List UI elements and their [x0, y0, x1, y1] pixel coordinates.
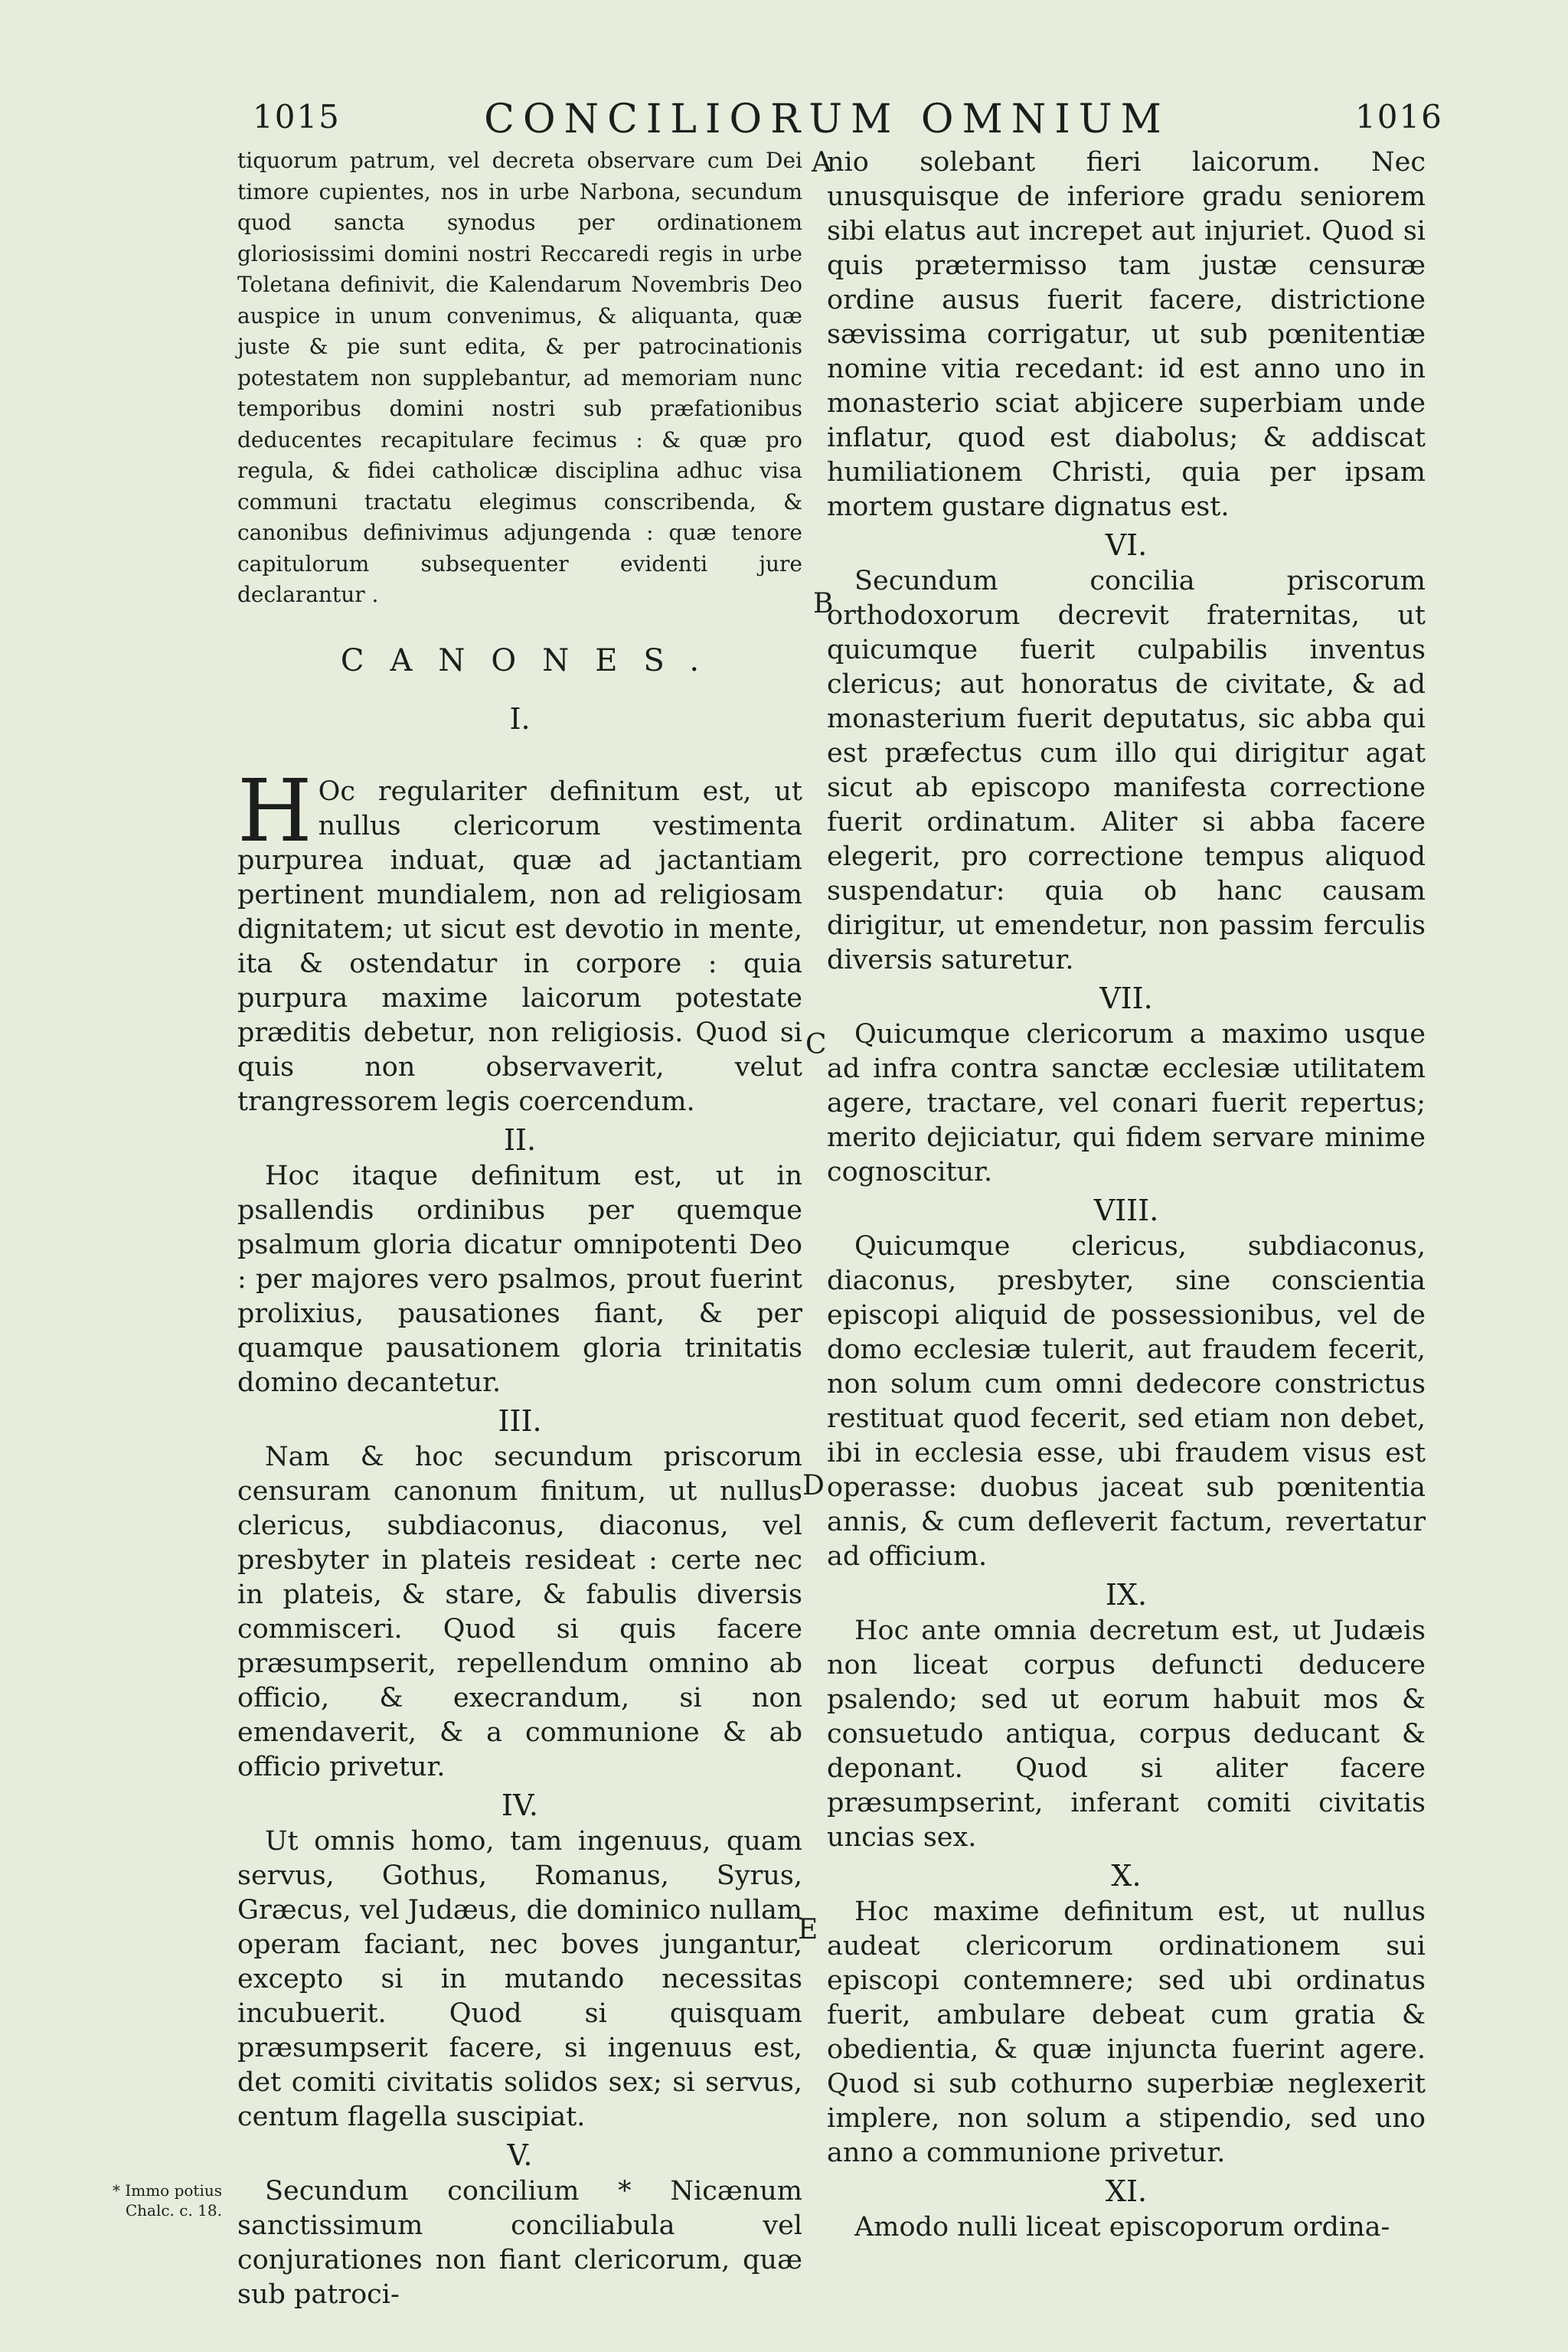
- canon-9-text: Hoc ante omnia decretum est, ut Judæis non liceat corpus defuncti deducere psalendo; sed ut eorum habuit mos & consuetudo antiqua, corpus deducant & deponant. Quod si aliter facere præsumpserint, inferant comiti civitatis uncias sex.: [827, 1615, 1426, 1853]
- marginal-note-line-2: Chalc. c. 18.: [125, 2201, 222, 2220]
- canon-9-numeral: IX.: [1105, 1578, 1148, 1612]
- canon-11-text: Amodo nulli liceat episcoporum ordina-: [854, 2212, 1390, 2243]
- page-number-left: 1015: [253, 98, 341, 136]
- margin-letter-d: D: [802, 1470, 825, 1501]
- margin-letter-c: C: [805, 1029, 827, 1060]
- margin-letter-a: A: [812, 147, 831, 178]
- canon-3-text: Nam & hoc secundum priscorum censuram canonum finitum, ut nullus clericus, subdiaconus, diaconus, vel presbyter in plateis resideat : certe nec in plateis, & stare, & fabulis diversis commisceri. Quod si quis facere præsumpserit, repellendum omnino ab officio, & execrandum, si non emendaverit, & a communione & ab officio privetur.: [237, 1441, 802, 1782]
- canon-1-numeral: I.: [509, 701, 531, 736]
- canon-2-numeral: II.: [503, 1122, 537, 1157]
- page-number-right: 1016: [1355, 98, 1443, 136]
- marginal-note: [86, 2180, 222, 2220]
- marginal-note-line-1: * Immo potius: [112, 2181, 222, 2200]
- canon-5-text: Secundum concilium * Nicænum sanctissimum conciliabula vel conjurationes non fiant clericorum, quæ sub patroci-: [237, 2175, 802, 2310]
- canon-7-numeral: VII.: [1099, 982, 1153, 1015]
- canon-1-text: [237, 761, 802, 1119]
- canon-8-text: Quicumque clericus, subdiaconus, diaconus, presbyter, sine conscientia episcopi aliquid de possessionibus, vel de domo ecclesiæ tulerit, aut fraudem fecerit, non solum cum omni dedecore constrictus restituat quod fecerit, sed etiam non debet, ibi in ecclesia esse, ubi fraudem visus est operasse: duobus jaceat sub pœnitentia annis, & cum defleverit factum, revertatur ad officium.: [827, 1231, 1426, 1572]
- margin-letter-e: E: [798, 1914, 818, 1945]
- canon-4-text: Ut omnis homo, tam ingenuus, quam servus, Gothus, Romanus, Syrus, Græcus, vel Judæus, die dominico nullam operam faciant, nec boves jungantur, excepto si in mutando necessitas incubuerit. Quod si quisquam præsumpserit facere, si ingenuus est, det comiti civitatis solidos sex; si servus, centum flagella suscipiat.: [237, 1825, 802, 2132]
- running-header-title: CONCILIORUM OMNIUM: [484, 96, 1170, 142]
- canon-3-numeral: III.: [498, 1403, 542, 1438]
- margin-letter-b: B: [813, 588, 834, 619]
- canon-6-numeral: VI.: [1105, 528, 1148, 562]
- canon-5-continuation: nio solebant fieri laicorum. Nec unusquisque de inferiore gradu seniorem sibi elatus aut increpet aut injuriet. Quod si quis prætermisso tam justæ censuræ ordine ausus fuerit facere, districtione sævissima corrigatur, ut sub pœnitentiæ nomine vitia recedant: id est anno uno in monasterio sciat abjicere superbiam unde inflatur, quod est diabolus; & addiscat humiliationem Christi, quia per ipsam mortem gustare dignatus est.: [827, 147, 1426, 522]
- drop-cap-initial: H: [237, 761, 312, 861]
- canon-11-numeral: XI.: [1105, 2174, 1148, 2208]
- canon-2-text: Hoc itaque definitum est, ut in psallendis ordinibus per quemque psalmum gloria dicatur omnipotenti Deo : per majores vero psalmos, prout fuerint prolixius, pausationes fiant, & per quamque pausationem gloria trinitatis domino decantetur.: [237, 1160, 802, 1398]
- left-column: [237, 145, 802, 2312]
- right-column: [827, 145, 1426, 2245]
- canones-heading: CANONES.: [340, 642, 726, 678]
- canon-10-text: Hoc maxime definitum est, ut nullus audeat clericorum ordinationem sui episcopi contemnere; sed ubi ordinatus fuerit, ambulare debeat cum gratia & obedientia, & quæ injuncta fuerint agere. Quod si sub cothurno superbiæ neglexerit implere, non solum a stipendio, sed uno anno a communione privetur.: [827, 1896, 1426, 2168]
- canon-5-numeral: V.: [507, 2138, 533, 2172]
- canon-6-text: Secundum concilia priscorum orthodoxorum decrevit fraternitas, ut quicumque fuerit culpabilis inventus clericus; aut honoratus de civitate, & ad monasterium fuerit deputatus, sic abba qui est præfectus cum illo qui dirigitur agat sicut ab episcopo manifesta correctione fuerit ordinatum. Aliter si abba facere elegerit, pro correctione tempus aliquod suspendatur: quia ob hanc causam dirigitur, ut emendetur, non passim ferculis diversis saturetur.: [827, 566, 1426, 975]
- canon-8-numeral: VIII.: [1093, 1194, 1159, 1227]
- canon-10-numeral: X.: [1111, 1859, 1142, 1893]
- canon-7-text: Quicumque clericorum a maximo usque ad infra contra sanctæ ecclesiæ utilitatem agere, tractare, vel conari fuerit repertus; merito dejiciatur, qui fidem servare minime cognoscitur.: [827, 1019, 1426, 1187]
- preface-paragraph: tiquorum patrum, vel decreta observare cum Dei timore cupientes, nos in urbe Narbona, secundum quod sancta synodus per ordinationem gloriosissimi domini nostri Reccaredi regis in urbe Toletana definivit, die Kalendarum Novembris Deo auspice in unum convenimus, & aliquanta, quæ juste & pie sunt edita, & per patrocinationis potestatem non supplebantur, ad memoriam nunc temporibus domini nostri sub præfationibus deducentes recapitulare fecimus : & quæ pro regula, & fidei catholicæ disciplina adhuc visa communi tractatu elegimus conscribenda, & canonibus definivimus adjungenda : quæ tenore capitulorum subsequenter evidenti jure declarantur .: [237, 148, 802, 607]
- canon-1-body: Oc regulariter definitum est, ut nullus clericorum vestimenta purpurea induat, quæ ad jactantiam pertinent mundialem, non ad religiosam dignitatem; ut sicut est devotio in mente, ita & ostendatur in corpore : quia purpura maxime laicorum potestate præditis debetur, non religiosis. Quod si quis non observaverit, velut trangressorem legis coercendum.: [237, 776, 802, 1117]
- canon-4-numeral: IV.: [501, 1788, 538, 1822]
